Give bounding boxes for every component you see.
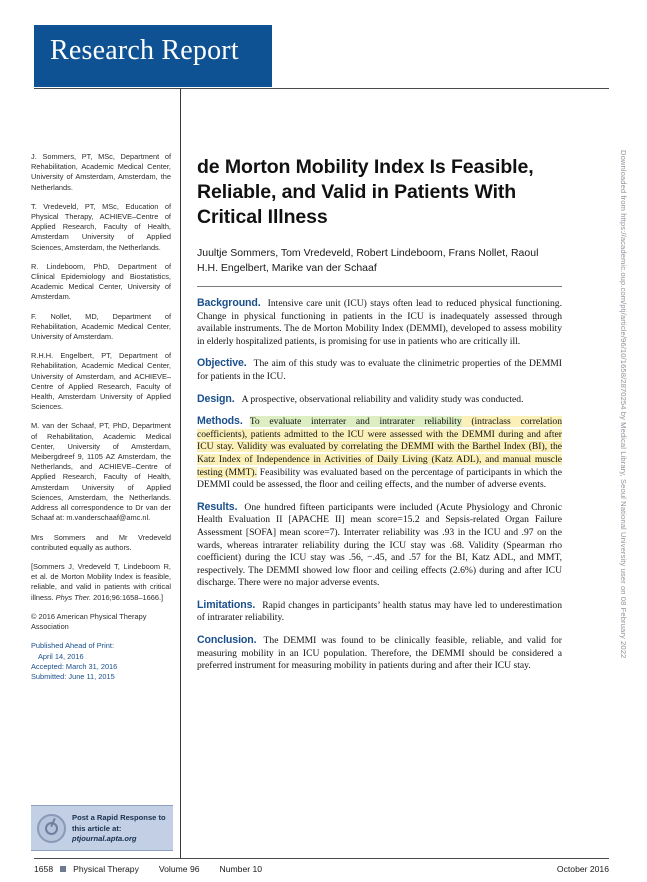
section-body-results: One hundred fifteen participants were included (Acute Physiology and Chronic Health Evaluation II [APACHE II] mean score=15.2 and Sepsis-related Organ Failure Assessment [SOFA] mean score=7). Interrater reliability was .93 in the ICU and .97 on the wards, whereas intrarater reliability during the ICU stay was .68. Validity (Spearman rho coefficient) during the ICU stay was .56, −.45, and .57 for the BI, Katz ADL, and MMT, respectively. The DEMMI showed low floor and ceiling effects (2.6%) during and after ICU discharge. There were no major adverse events.: [197, 501, 562, 589]
citation-suffix: 2016;96:1658–1666.]: [91, 592, 164, 602]
section-body-conclusion: The DEMMI was found to be clinically feasible, reliable, and valid for measuring mobility in an ICU population. Therefore, the DEMMI should be considered a preferred instrument for measuring mobility in patients during and after their ICU stay.: [197, 635, 562, 672]
author-list: Juultje Sommers, Tom Vredeveld, Robert Lindeboom, Frans Nollet, Raoul H.H. Engelbert, Marike van der Schaaf: [197, 247, 539, 274]
section-body-background: Intensive care unit (ICU) stays often lead to reduced physical functioning. Change in physical functioning in patients in the ICU is inadequately assessed through available instruments. The de Morton Mobility Index (DEMMI), developed to assess mobility in elderly hospitalized patients, is promising for use in patients who are critically ill.: [197, 298, 562, 347]
affiliation-item: F. Nollet, MD, Department of Rehabilitation, Academic Medical Center, University of Amsterdam.: [31, 311, 171, 342]
methods-highlight-green: To evaluate interrater and intrarater reliability: [249, 416, 462, 428]
submitted-date: Submitted: June 11, 2015: [31, 672, 115, 682]
footer-number: Number 10: [219, 864, 263, 874]
header-rule: [34, 88, 609, 89]
abstract-conclusion: [197, 634, 562, 673]
banner-label: Research Report: [50, 35, 239, 66]
methods-tail-text: Feasibility was evaluated based on the percentage of participants in which the DEMMI could be assessed, the floor and ceiling effects, and the number of adverse events.: [197, 466, 562, 491]
section-body-limitations: Rapid changes in participants’ health status may have led to underestimation of intrarater reliability.: [197, 599, 562, 624]
footer-volume: Volume 96: [158, 864, 200, 874]
article-title: de Morton Mobility Index Is Feasible, Reliable, and Valid in Patients With Critical Illness: [197, 156, 534, 228]
footer-rule: [34, 858, 609, 859]
footer-page-number: 1658: [34, 864, 54, 874]
citation-prefix: [Sommers J, Vredeveld T, Lindeboom R, et al. de Morton Mobility Index is feasible, reliable, and valid in patients with critical illness.: [31, 561, 171, 602]
abstract-design: [197, 393, 562, 407]
abstract-results: [197, 501, 562, 590]
rapid-response-box[interactable]: [31, 805, 173, 851]
footer-issue-date: October 2016: [556, 864, 609, 874]
rapid-response-url[interactable]: ptjournal.apta.org: [72, 834, 137, 843]
abstract-limitations: [197, 599, 562, 625]
citation-journal: Phys Ther.: [55, 592, 92, 602]
download-watermark: [618, 150, 630, 750]
section-body-objective: The aim of this study was to evaluate the clinimetric properties of the DEMMI for patients in the ICU.: [197, 358, 562, 382]
affiliation-item: J. Sommers, PT, MSc, Department of Rehabilitation, Academic Medical Center, University of Amsterdam, Amsterdam, the Netherlands.: [31, 152, 171, 192]
methods-mid-text: (intraclass correlation coefficients),: [197, 416, 563, 440]
rapid-response-icon: [37, 814, 66, 843]
section-heading-methods: Methods.: [197, 415, 243, 428]
footer-left-group: [34, 864, 262, 874]
rapid-response-line1: Post a Rapid Response to: [72, 813, 166, 822]
affiliations-column: [31, 152, 171, 683]
equal-contribution-note: Mrs Sommers and Mr Vredeveld contributed equally as authors.: [31, 532, 171, 552]
section-body-design: A prospective, observational reliability and validity study was conducted.: [241, 393, 524, 405]
abstract-objective: [197, 357, 562, 383]
article-column: [197, 155, 562, 682]
affiliation-item: R.H.H. Engelbert, PT, Department of Rehabilitation, Academic Medical Center, University of Amsterdam, and ACHIEVE–Centre of Applied Research, Faculty of Health, Amsterdam University of Applied Sciences.: [31, 351, 171, 412]
research-report-banner: [34, 25, 272, 87]
section-heading-design: Design.: [197, 392, 235, 405]
footer-journal-name: Physical Therapy: [73, 864, 139, 874]
download-watermark-text: Downloaded from https://academic.oup.com/ptj/article/96/10/1658/2870254 by Medical Library, Seoul National University user on 08 February 2022: [619, 150, 628, 659]
copyright-note: © 2016 American Physical Therapy Association: [31, 611, 147, 631]
ahead-of-print-label: Published Ahead of Print:: [31, 641, 114, 651]
publication-dates: [31, 641, 171, 683]
citation-block: [31, 562, 171, 603]
column-divider: [180, 88, 181, 858]
page-footer: [34, 864, 609, 874]
rapid-response-line2: this article at:: [72, 823, 122, 833]
abstract-background: [197, 297, 562, 348]
rapid-response-text: [72, 813, 170, 845]
abstract-methods: [197, 415, 562, 492]
section-heading-results: Results.: [197, 500, 238, 513]
section-heading-limitations: Limitations.: [197, 598, 256, 611]
affiliation-item: T. Vredeveld, PT, MSc, Education of Physical Therapy, ACHIEVE–Centre of Applied Research, Faculty of Health, Amsterdam University of Applied Sciences, Amsterdam, the Netherlands.: [31, 201, 171, 252]
section-heading-background: Background.: [197, 297, 261, 309]
accepted-date: Accepted: March 31, 2016: [31, 661, 118, 671]
ahead-of-print-date: April 14, 2016: [38, 651, 84, 661]
section-heading-objective: Objective.: [197, 357, 247, 370]
affiliation-item: R. Lindeboom, PhD, Department of Clinical Epidemiology and Biostatistics, Academic Medical Center, University of Amsterdam.: [31, 261, 171, 302]
affiliation-item: M. van der Schaaf, PT, PhD, Department of Rehabilitation, Academic Medical Center, University of Amsterdam, Meibergdreef 9, 1105 AZ Amsterdam, the Netherlands, and ACHIEVE–Centre of Applied Research, Faculty of Health, Amsterdam University of Applied Sciences, Amsterdam, the Netherlands. Address all correspondence to Dr van der Schaaf at: m.vanderschaaf@amc.nl.: [31, 421, 171, 523]
section-heading-conclusion: Conclusion.: [197, 634, 257, 647]
methods-highlight-yellow: patients admitted to the ICU were assessed with the DEMMI during and after ICU stay. Validity was evaluated by correlating the DEMMI with the Barthel Index (BI), the Katz Index of Independence in Activities of Daily Living (Katz ADL), and manual muscle testing (MMT).: [197, 428, 562, 478]
footer-square-icon: [60, 866, 66, 872]
abstract-rule: [197, 286, 562, 287]
